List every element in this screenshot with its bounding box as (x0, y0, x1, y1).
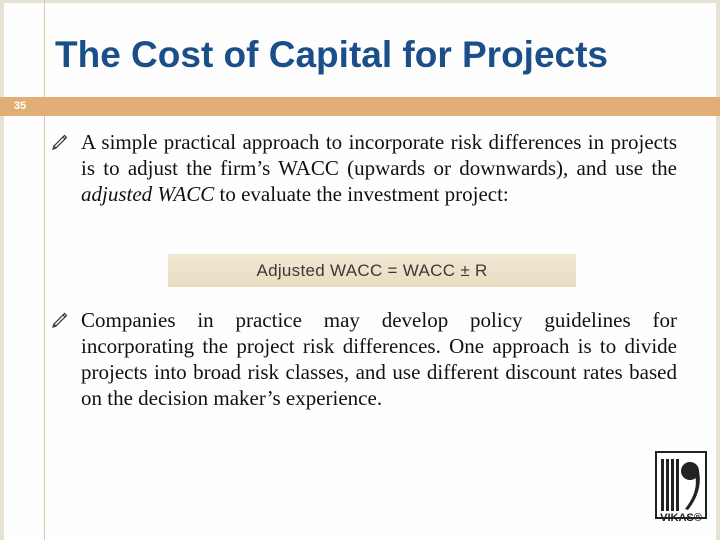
slide-frame-left (0, 0, 4, 540)
formula-box (168, 254, 576, 287)
bullet-text: to evaluate the investment project: (214, 182, 509, 206)
bullet-item (57, 129, 677, 207)
slide-frame-right (716, 0, 720, 540)
pen-bullet-icon (51, 310, 69, 328)
formula-text: Adjusted WACC = WACC ± R (256, 261, 488, 280)
bullet-text: A simple practical approach to incorporate risk differences in projects is to adjust the firm’s WACC (upwards or downwards), and use the (81, 130, 677, 180)
bullet-text: Companies in practice may develop policy guidelines for incorporating the project risk differences. One approach is to divide projects into broad risk classes, and use different discount rates based on the decision maker’s experience. (81, 308, 677, 410)
bullet-emphasis: adjusted WACC (81, 182, 215, 206)
logo-brand-text: VIKAS® (660, 512, 702, 524)
slide-title: The Cost of Capital for Projects (55, 34, 609, 75)
slide-frame-top (0, 0, 720, 3)
margin-line (44, 0, 45, 540)
pen-bullet-icon (51, 132, 69, 150)
header-bar (0, 97, 720, 116)
bullet-item (57, 307, 677, 411)
slide-number: 35 (0, 97, 40, 116)
